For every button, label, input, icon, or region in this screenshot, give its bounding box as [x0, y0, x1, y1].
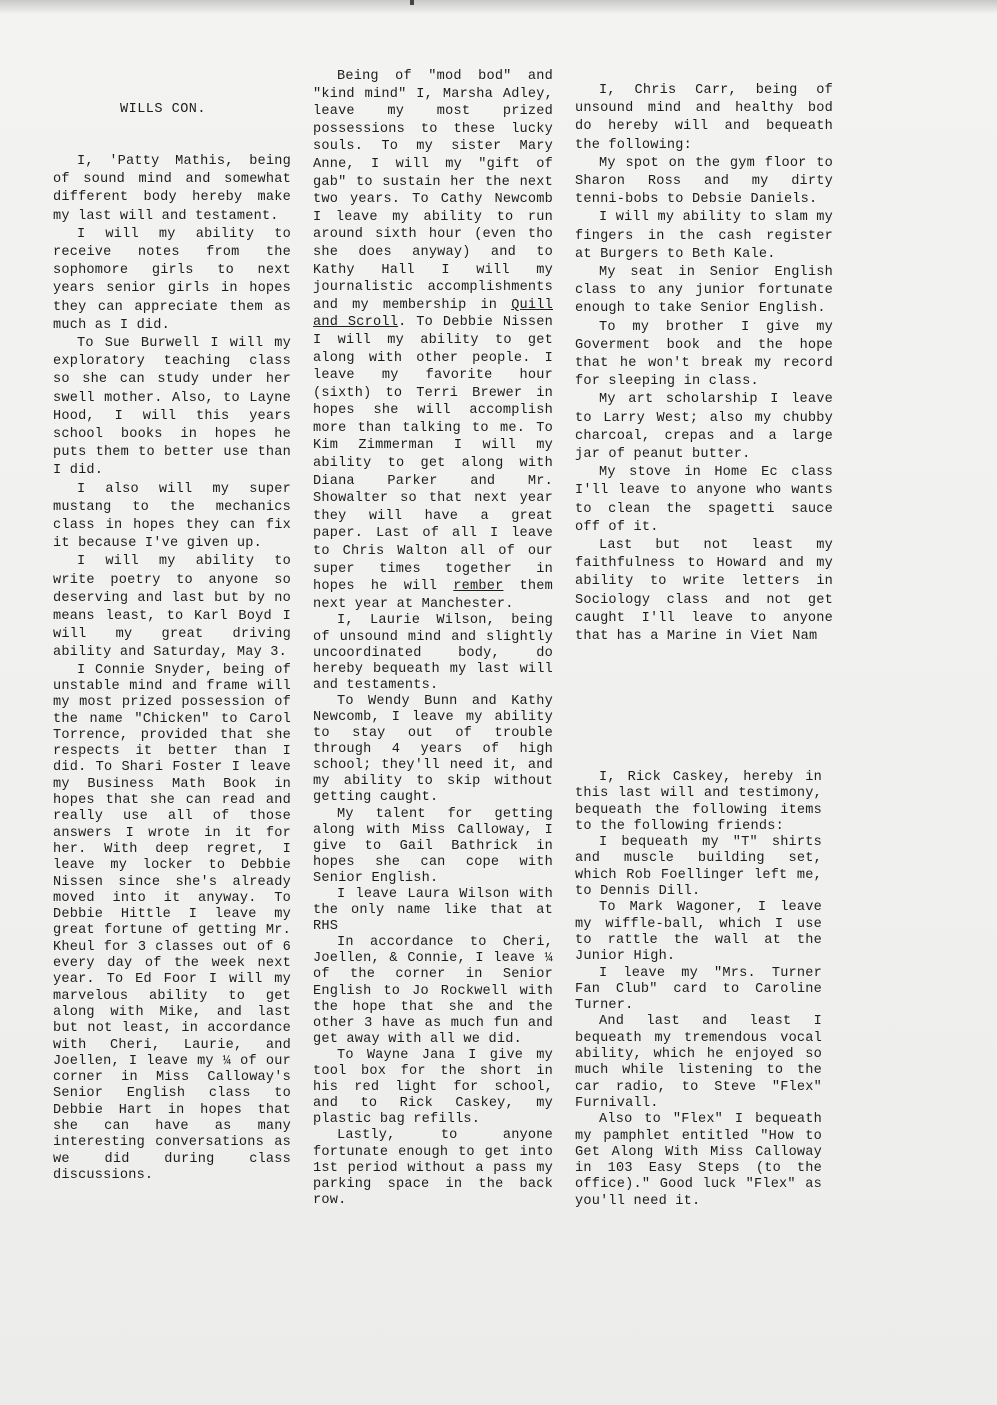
will-paragraph: Lastly, to anyone fortunate enough to get into 1st period without a pass my parking space in the back row.	[313, 1128, 553, 1208]
will-paragraph: Last but not least my faithfulness to Howard and my ability to write letters in Sociology class and not get caught I'll leave to anyone that has a Marine in Viet Nam	[575, 538, 833, 645]
will-rick-caskey-intro: I, Rick Caskey, hereby in this last will and testimony, bequeath the following items to the following friends:	[575, 770, 822, 834]
will-patty-mathis-intro: I, 'Patty Mathis, being of sound mind and somewhat different body hereby make my last will and testament.	[53, 154, 291, 224]
column-2	[313, 68, 553, 1209]
will-paragraph: Also to "Flex" I bequeath my pamphlet entitled "How to Get Along With Miss Calloway in 103 Easy Steps (to the office)." Good luck "Flex" as you'll need it.	[575, 1112, 822, 1209]
will-paragraph: I will my ability to write poetry to anyone so deserving and last but by no means least, to Karl Boyd I will my great driving ability and Saturday, May 3.	[53, 554, 291, 661]
column-3	[575, 82, 833, 646]
will-paragraph: I will my ability to receive notes from the sophomore girls to next years senior girls in hopes they can appreciate them as much as I did.	[53, 226, 291, 333]
will-laurie-wilson-intro: I, Laurie Wilson, being of unsound mind and slightly uncoordinated body, do hereby bequeath my last will and testaments.	[313, 613, 553, 693]
will-paragraph: My art scholarship I leave to Larry West; also my chubby charcoal, crepas and a large jar of peanut butter.	[575, 392, 833, 463]
rember-text: rember	[453, 579, 504, 595]
page-heading: WILLS CON.	[120, 102, 207, 117]
page-top-edge	[0, 0, 997, 14]
column-3-continued	[575, 770, 822, 1210]
will-paragraph: In accordance to Cheri, Joellen, & Connie, I leave ¼ of the corner in Senior English to Jo Rockwell with the hope that she and the other 3 have as much fun and get away with all we did.	[313, 935, 553, 1047]
text-run: . To Debbie Nissen I will my ability to get along with other people. I leave my favorite hour (sixth) to Terri Brewer in hopes she will accomplish more than talking to me. To Kim Zimmerman I will my ability to get along with Diana Parker and Mr. Showalter so that next year they will have a great paper. Last of all I leave to Chris Walton all of our super times together in hopes he will	[313, 315, 554, 595]
will-paragraph: My talent for getting along with Miss Calloway, I give to Gail Bathrick in hopes she can cope with Senior English.	[313, 806, 553, 886]
top-edge-mark	[410, 0, 414, 5]
will-paragraph: To my brother I give my Goverment book and the hope that he won't break my record for sleeping in class.	[575, 319, 833, 390]
will-paragraph: I bequeath my "T" shirts and muscle building set, which Rob Foellinger left me, to Dennis Dill.	[575, 835, 822, 900]
will-paragraph: To Sue Burwell I will my exploratory teaching class so she can study under her swell mother. Also, to Layne Hood, I will this years school books in hopes he puts them to better use than I did.	[53, 336, 291, 479]
will-connie-snyder: I Connie Snyder, being of unstable mind and frame will my most prized possession of the name "Chicken" to Carol Torrence, provided that she respects it better than I did. To Shari Foster I leave my Business Math Book in hopes that she can read and really use all of those answers I wrote in it for her. With deep regret, I leave my locker to Debbie Nissen since she's already moved into it anyway. To Debbie Hittle I leave my great fortune of getting Mr. Kheul for 3 classes out of 6 every day of the week next year. To Ed Foor I will my marvelous ability to get along with Mike, and last but not least, in accordance with Cheri, Laurie, and Joellen, I leave my ¼ of our corner in Miss Calloway's Senior English class to Debbie Hart in hopes that she can have as many interesting conversations as we did during class discussions.	[53, 662, 291, 1183]
text-run: Being of "mod bod" and "kind mind" I, Marsha Adley, leave my most prized possessions to these lucky souls. To my sister Mary Anne, I will my "gift of gab" to sustain her the next two years. To Cathy Newcomb I leave my ability to run around sixth hour (even tho she does anyway) and to Kathy Hall I will my journalistic accomplishments and my membership in	[313, 69, 553, 313]
text-run: them next year at Manchester.	[313, 579, 553, 612]
will-paragraph: I leave my "Mrs. Turner Fan Club" card to Caroline Turner.	[575, 965, 822, 1014]
will-paragraph: To Wayne Jana I give my tool box for the short in his red light for school, and to Rick Caskey, my plastic bag refills.	[313, 1047, 553, 1128]
will-paragraph: I leave Laura Wilson with the only name like that at RHS	[313, 887, 553, 935]
will-paragraph: My seat in Senior English class to any junior fortunate enough to take Senior English.	[575, 265, 833, 317]
will-paragraph: My spot on the gym floor to Sharon Ross and my dirty tenni-bobs to Debsie Daniels.	[575, 155, 833, 208]
column-1	[53, 153, 291, 1184]
quill-and-scroll-text: Quill and Scroll	[313, 297, 553, 331]
will-paragraph: My stove in Home Ec class I'll leave to anyone who wants to clean the spagetti sauce off of it.	[575, 465, 833, 535]
will-paragraph: I will my ability to slam my fingers in the cash register at Burgers to Beth Kale.	[575, 210, 834, 262]
will-paragraph: And last and least I bequeath my tremendous vocal ability, which he enjoyed so much while listening to the car radio, to Steve "Flex" Furnivall.	[575, 1014, 822, 1111]
will-paragraph: To Mark Wagoner, I leave my wiffle-ball, which I use to rattle the wall at the Junior High.	[575, 900, 822, 965]
will-paragraph: To Wendy Bunn and Kathy Newcomb, I leave my ability to stay out of trouble through 4 years of high school; they'll need it, and my ability to skip without getting caught.	[313, 693, 553, 806]
will-paragraph: I also will my super mustang to the mechanics class in hopes they can fix it because I've given up.	[53, 481, 291, 552]
will-chris-carr-intro: I, Chris Carr, being of unsound mind and healthy bod do hereby will and bequeath the following:	[575, 83, 833, 153]
will-marsha-adley	[313, 68, 553, 613]
